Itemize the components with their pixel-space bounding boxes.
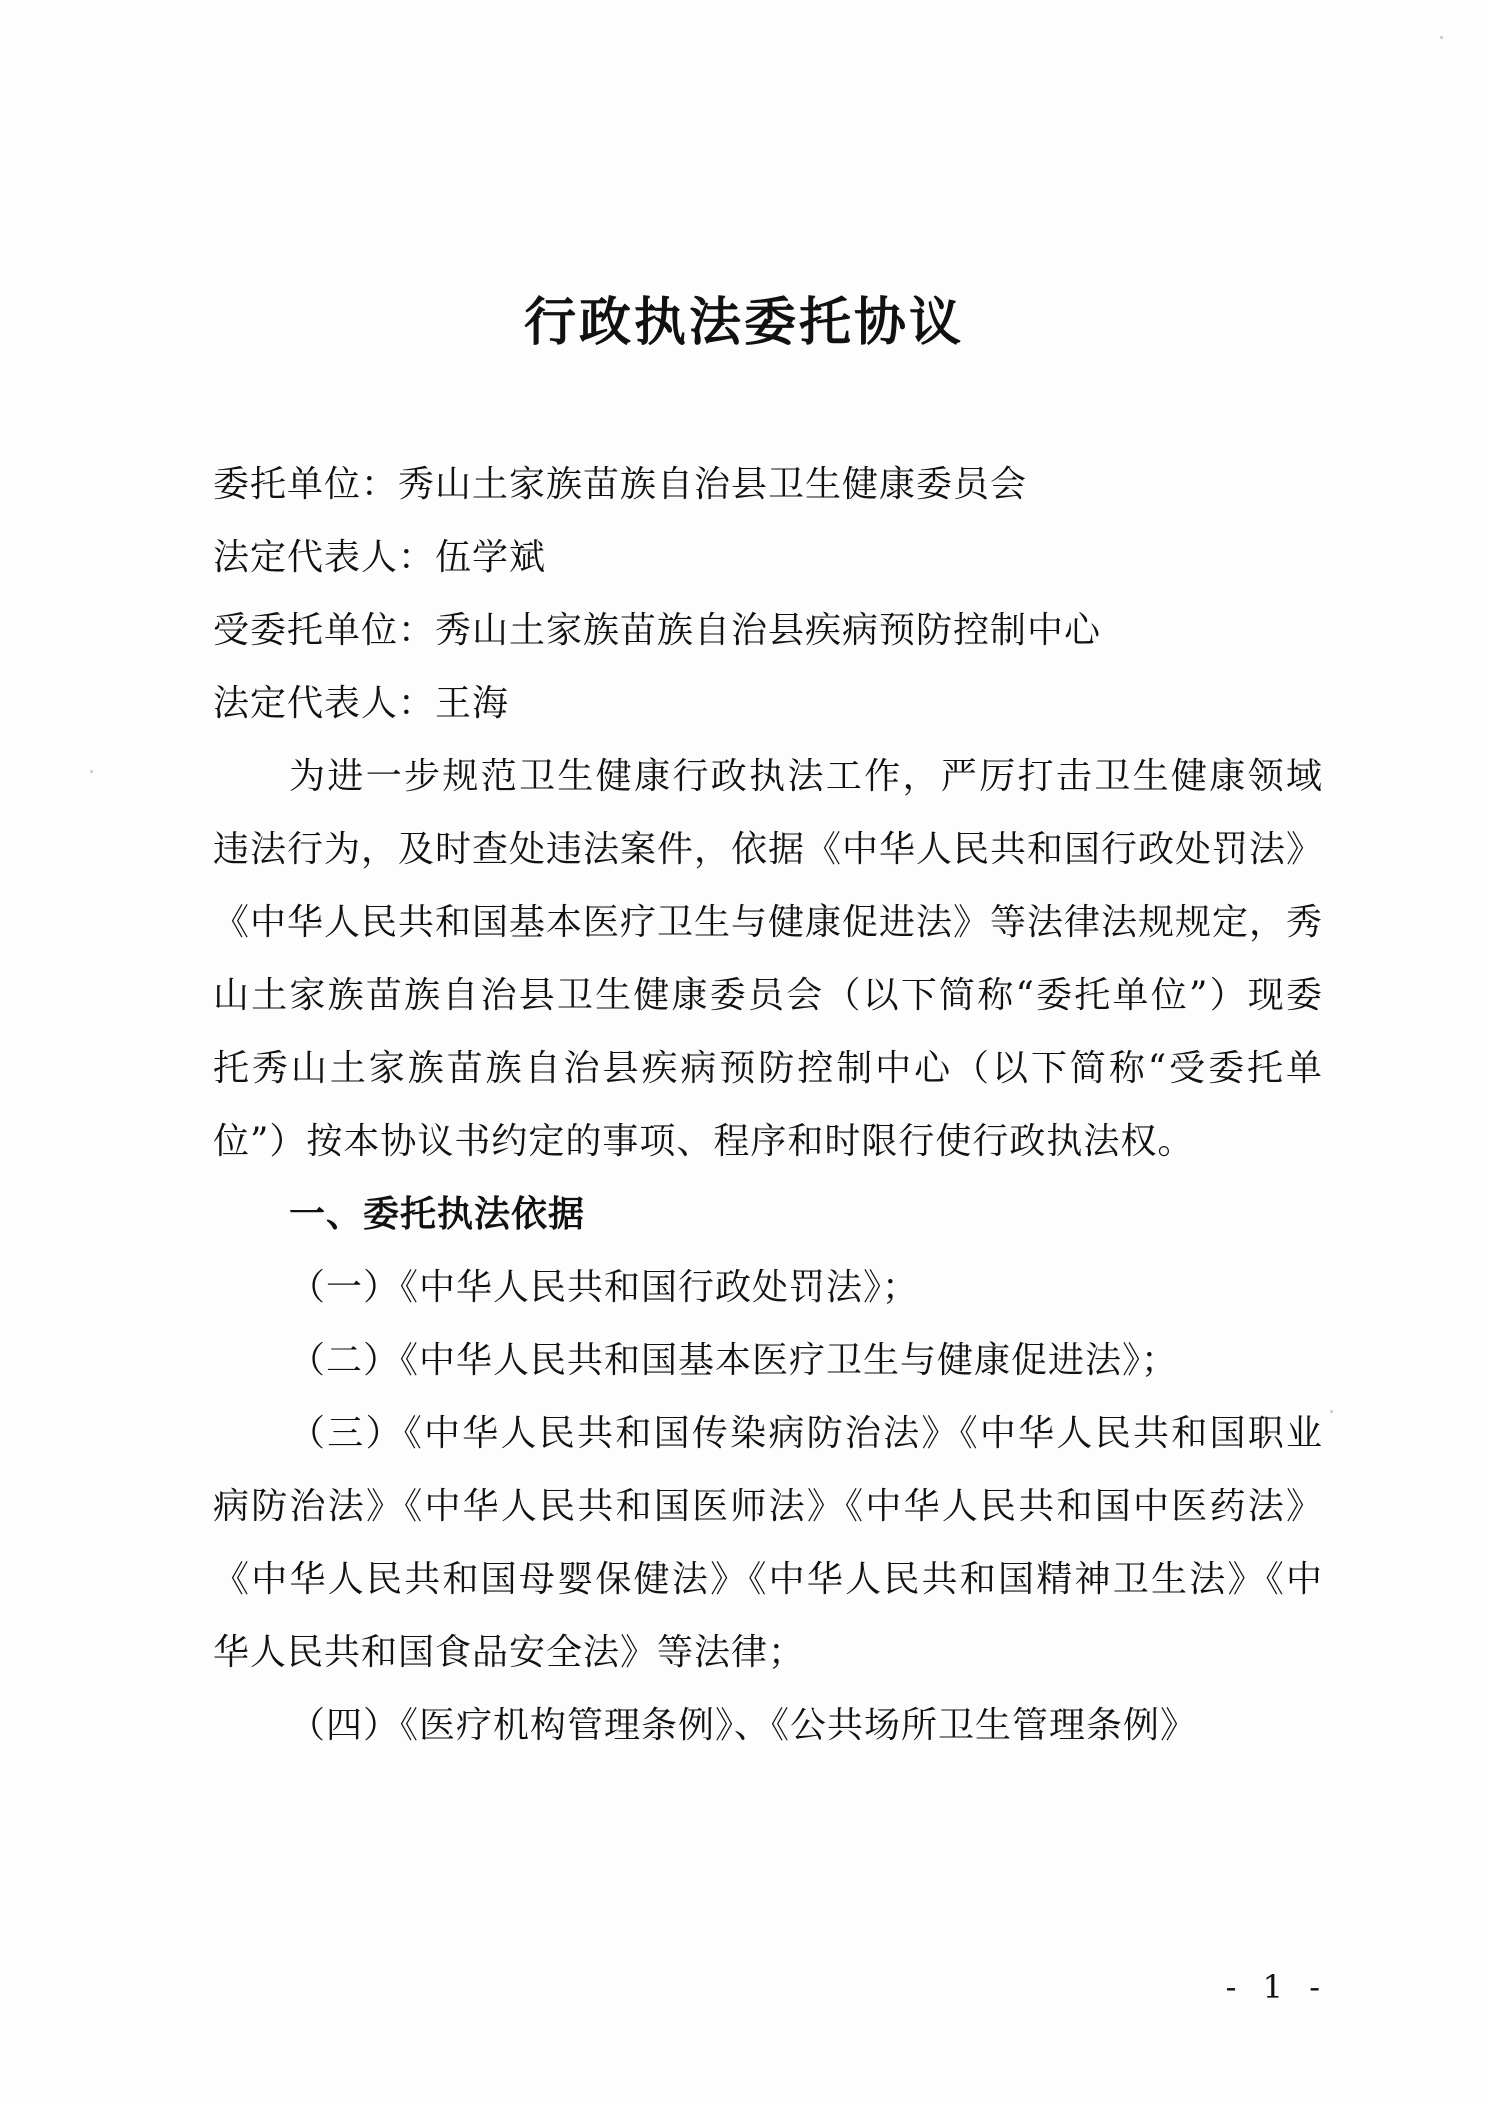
document-body (213, 448, 1323, 1762)
basis-item: （四）《医疗机构管理条例》、《公共场所卫生管理条例》 (289, 1705, 1198, 1746)
page-number: - 1 - (1225, 1968, 1328, 2006)
intro-paragraph: 为进一步规范卫生健康行政执法工作，严厉打击卫生健康领域违法行为，及时查处违法案件，依据《中华人民共和国行政处罚法》《中华人民共和国基本医疗卫生与健康促进法》等法律法规规定，秀山土家族苗族自治县卫生健康委员会（以下简称“委托单位”）现委托秀山土家族苗族自治县疾病预防控制中心（以下简称“受委托单位”）按本协议书约定的事项、程序和时限行使行政执法权。 (213, 756, 1324, 1162)
basis-item: （二）《中华人民共和国基本医疗卫生与健康促进法》； (289, 1340, 1179, 1381)
scan-speck (90, 770, 93, 773)
section-heading: 一、委托执法依据 (289, 1194, 586, 1235)
entrusting-unit: 委托单位：秀山土家族苗族自治县卫生健康委员会 (213, 464, 1028, 505)
entrusted-unit: 受委托单位：秀山土家族苗族自治县疾病预防控制中心 (213, 610, 1102, 651)
scan-speck (1440, 36, 1443, 39)
basis-item: （三）《中华人民共和国传染病防治法》《中华人民共和国职业病防治法》《中华人民共和国医师法》《中华人民共和国中医药法》《中华人民共和国母婴保健法》《中华人民共和国精神卫生法》《中华人民共和国食品安全法》等法律； (213, 1413, 1323, 1673)
basis-item: （一）《中华人民共和国行政处罚法》； (289, 1267, 920, 1308)
scan-speck (1330, 1410, 1333, 1413)
entrusting-unit-representative: 法定代表人：伍学斌 (213, 537, 547, 578)
document-title: 行政执法委托协议 (523, 293, 964, 353)
entrusted-unit-representative: 法定代表人：王海 (213, 683, 510, 724)
